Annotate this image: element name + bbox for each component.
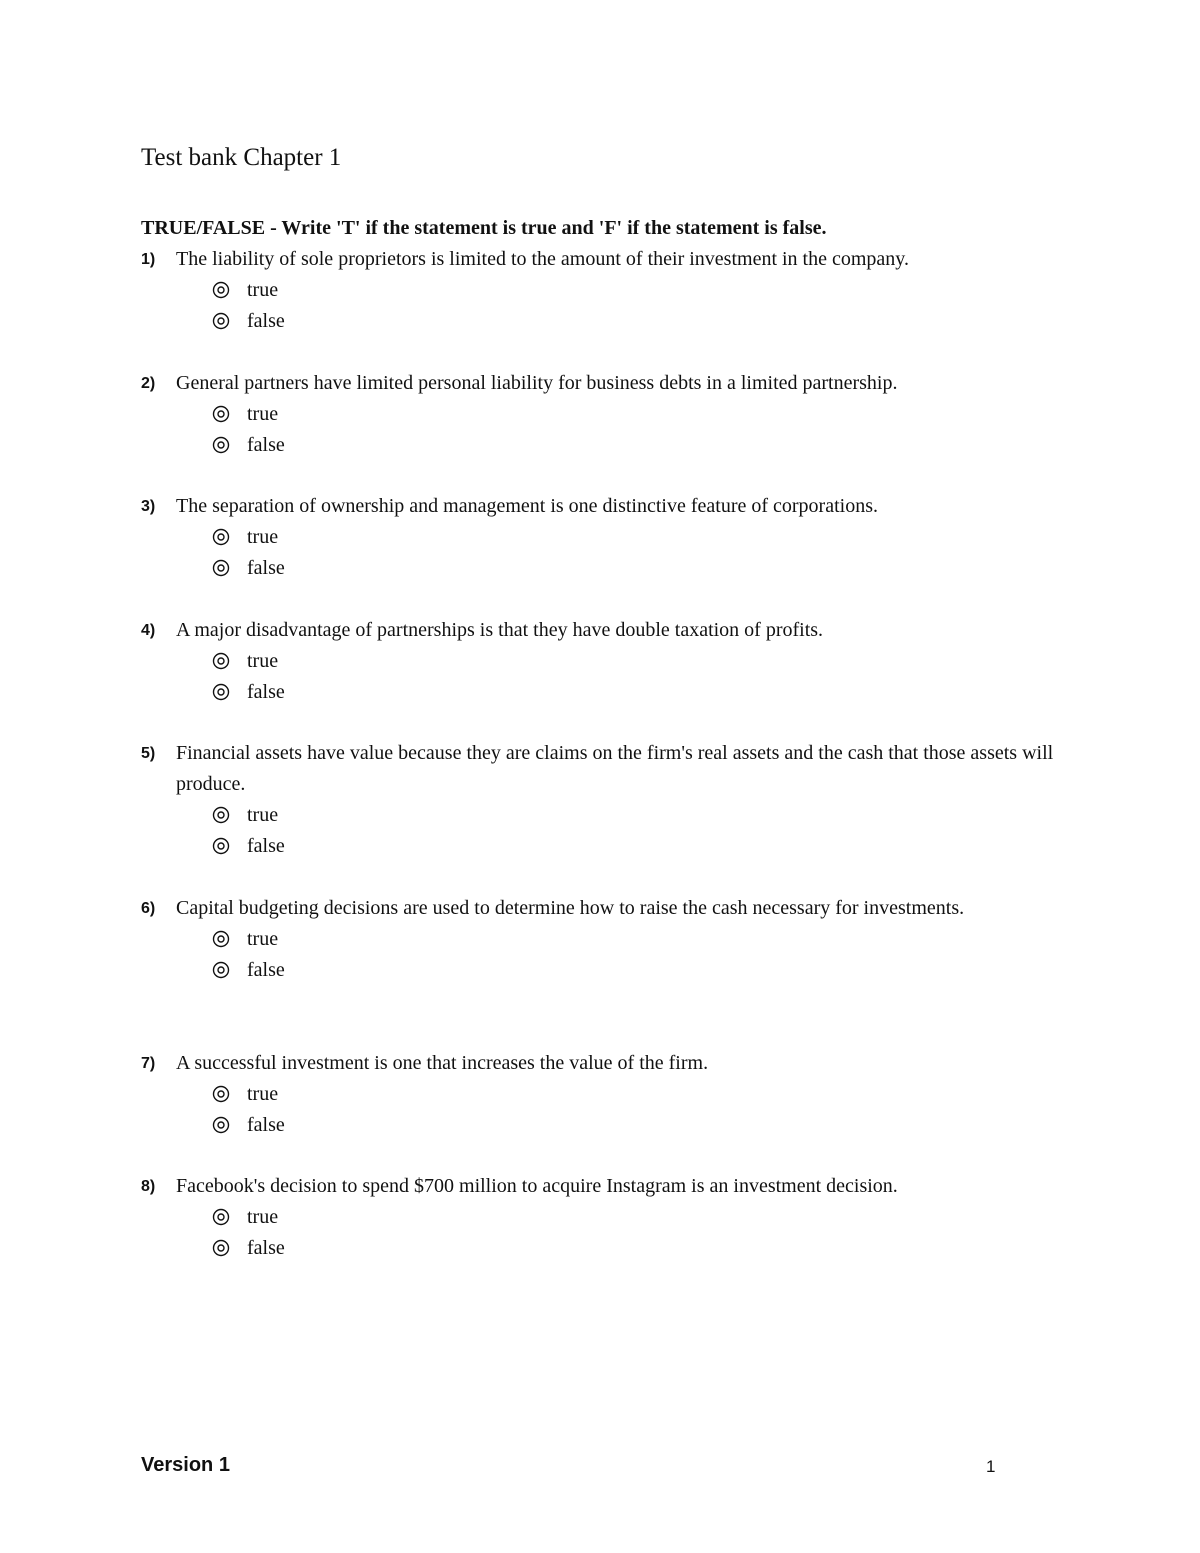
option-true[interactable] xyxy=(212,275,1061,306)
page-title: Test bank Chapter 1 xyxy=(141,144,342,171)
footer-version: Version 1 xyxy=(141,1454,230,1476)
option-label: true xyxy=(247,1083,279,1105)
question-5 xyxy=(141,738,1061,862)
option-true[interactable] xyxy=(212,646,1061,677)
radio-icon[interactable] xyxy=(212,528,230,546)
radio-icon[interactable] xyxy=(212,1208,230,1226)
option-true[interactable] xyxy=(212,522,1061,553)
question-2 xyxy=(141,368,1061,461)
option-false[interactable] xyxy=(212,677,1061,708)
question-number: 5) xyxy=(141,745,156,762)
question-text: General partners have limited personal liability for business debts in a limited partnership. xyxy=(176,372,898,394)
question-number: 3) xyxy=(141,498,156,515)
option-label: false xyxy=(247,959,285,981)
question-3 xyxy=(141,491,1061,584)
radio-icon[interactable] xyxy=(212,1085,230,1103)
option-false[interactable] xyxy=(212,1233,1061,1264)
radio-icon[interactable] xyxy=(212,1239,230,1257)
radio-icon[interactable] xyxy=(212,436,230,454)
radio-icon[interactable] xyxy=(212,559,230,577)
option-false[interactable] xyxy=(212,955,1061,986)
option-true[interactable] xyxy=(212,924,1061,955)
question-text: Facebook's decision to spend $700 million to acquire Instagram is an investment decision. xyxy=(176,1175,898,1197)
question-7 xyxy=(141,1048,1061,1141)
question-number: 6) xyxy=(141,900,156,917)
question-text: A successful investment is one that increases the value of the firm. xyxy=(176,1052,709,1074)
question-text: The separation of ownership and management is one distinctive feature of corporations. xyxy=(176,495,878,517)
question-text: A major disadvantage of partnerships is that they have double taxation of profits. xyxy=(176,619,824,641)
option-label: true xyxy=(247,279,279,301)
option-false[interactable] xyxy=(212,430,1061,461)
question-8 xyxy=(141,1171,1061,1264)
radio-icon[interactable] xyxy=(212,961,230,979)
instructions: TRUE/FALSE - Write 'T' if the statement is true and 'F' if the statement is false. xyxy=(141,217,827,239)
question-number: 4) xyxy=(141,622,156,639)
option-label: false xyxy=(247,835,285,857)
option-label: false xyxy=(247,1114,285,1136)
question-text: Capital budgeting decisions are used to determine how to raise the cash necessary for investments. xyxy=(176,897,965,919)
option-false[interactable] xyxy=(212,553,1061,584)
option-label: true xyxy=(247,526,279,548)
question-number: 1) xyxy=(141,251,156,268)
option-false[interactable] xyxy=(212,831,1061,862)
option-label: false xyxy=(247,310,285,332)
question-text: Financial assets have value because they are claims on the firm's real assets and the cash that those assets will produce. xyxy=(176,742,1054,795)
radio-icon[interactable] xyxy=(212,683,230,701)
option-label: true xyxy=(247,804,279,826)
question-4 xyxy=(141,615,1061,708)
question-6 xyxy=(141,893,1061,986)
option-label: false xyxy=(247,1237,285,1259)
question-number: 7) xyxy=(141,1055,156,1072)
radio-icon[interactable] xyxy=(212,1116,230,1134)
option-true[interactable] xyxy=(212,399,1061,430)
radio-icon[interactable] xyxy=(212,837,230,855)
option-label: true xyxy=(247,1206,279,1228)
radio-icon[interactable] xyxy=(212,312,230,330)
question-number: 2) xyxy=(141,375,156,392)
option-true[interactable] xyxy=(212,1079,1061,1110)
option-true[interactable] xyxy=(212,800,1061,831)
radio-icon[interactable] xyxy=(212,281,230,299)
radio-icon[interactable] xyxy=(212,806,230,824)
option-true[interactable] xyxy=(212,1202,1061,1233)
question-text: The liability of sole proprietors is limited to the amount of their investment in the company. xyxy=(176,248,909,270)
option-label: false xyxy=(247,681,285,703)
radio-icon[interactable] xyxy=(212,652,230,670)
radio-icon[interactable] xyxy=(212,405,230,423)
option-label: false xyxy=(247,557,285,579)
option-label: false xyxy=(247,434,285,456)
option-false[interactable] xyxy=(212,1110,1061,1141)
option-label: true xyxy=(247,928,279,950)
question-1 xyxy=(141,244,1061,337)
page-number: 1 xyxy=(986,1457,996,1476)
question-number: 8) xyxy=(141,1178,156,1195)
option-false[interactable] xyxy=(212,306,1061,337)
option-label: true xyxy=(247,403,279,425)
radio-icon[interactable] xyxy=(212,930,230,948)
option-label: true xyxy=(247,650,279,672)
